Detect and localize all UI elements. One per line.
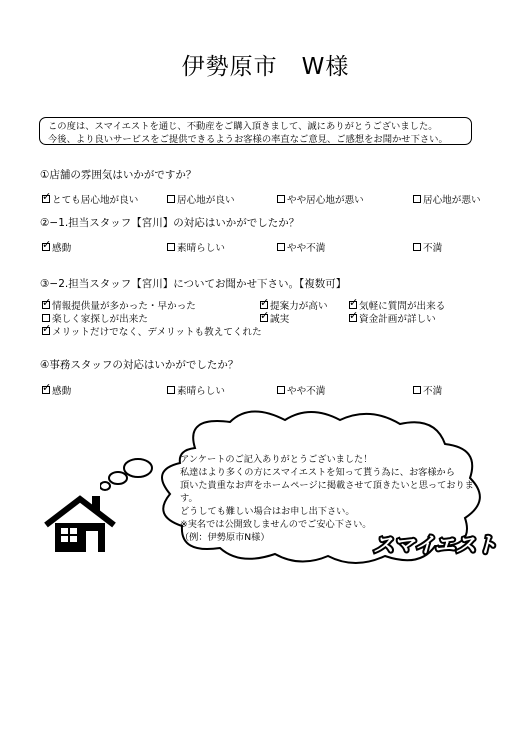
question-4: ④事務スタッフの対応はいかがでしたか？ xyxy=(40,359,239,371)
cloud-line-2: 私達はより多くの方にスマイエストを知って貰う為に、お客様から xyxy=(180,467,455,478)
checkbox-icon[interactable] xyxy=(42,243,50,251)
checkbox-icon[interactable] xyxy=(42,301,50,309)
checkbox-icon[interactable] xyxy=(349,301,357,309)
q2-option-1[interactable]: ✓ 感動 xyxy=(42,240,71,254)
checkbox-icon[interactable] xyxy=(413,386,421,394)
q3-option-2[interactable]: ✓ 提案力が高い xyxy=(260,298,328,312)
page-title: 伊勢原市 W様 xyxy=(181,54,350,80)
q1-option-3[interactable]: やや居心地が悪い xyxy=(277,192,364,206)
house-icon xyxy=(42,493,120,553)
q3-option-7[interactable]: ✓ メリットだけでなく、デメリットも教えてくれた xyxy=(42,324,262,338)
cloud-line-1: アンケートのご記入ありがとうございました！ xyxy=(180,454,373,465)
checkbox-icon[interactable] xyxy=(413,243,421,251)
checkbox-icon[interactable] xyxy=(413,195,421,203)
checkbox-icon[interactable] xyxy=(277,195,285,203)
cloud-line-7: （例：伊勢原市N様） xyxy=(180,532,270,543)
q3-option-1[interactable]: ✓ 情報提供量が多かった・早かった xyxy=(42,298,196,312)
question-1: ①店舗の雰囲気はいかがですか？ xyxy=(40,169,197,181)
checkbox-icon[interactable] xyxy=(277,243,285,251)
checkbox-icon[interactable] xyxy=(260,301,268,309)
q3-option-5[interactable]: ✓ 誠実 xyxy=(260,311,289,325)
checkbox-icon[interactable] xyxy=(167,195,175,203)
cloud-line-6: ※実名では公開致しませんのでご安心下さい。 xyxy=(180,519,372,530)
checkbox-icon[interactable] xyxy=(349,314,357,322)
cloud-line-5: どうしても難しい場合はお申し出下さい。 xyxy=(180,506,355,517)
intro-line-1: この度は、スマイエストを通じ、不動産をご購入頂きまして、誠にありがとうございました。 xyxy=(48,121,438,132)
q4-option-2[interactable]: 素晴らしい xyxy=(167,383,225,397)
cloud-line-3: 頂いた貴重なお声をホームページに掲載させて頂きたいと思っておりま xyxy=(180,480,474,491)
question-2: ②−1.担当スタッフ【宮川】の対応はいかがでしたか？ xyxy=(40,217,300,229)
q2-option-2[interactable]: 素晴らしい xyxy=(167,240,225,254)
intro-box xyxy=(39,117,472,145)
cloud-line-4: す。 xyxy=(180,493,198,504)
checkbox-icon[interactable] xyxy=(42,327,50,335)
q1-option-1[interactable]: ✓ とても居心地が良い xyxy=(42,192,138,206)
q4-option-4[interactable]: 不満 xyxy=(413,383,442,397)
smaiest-logo xyxy=(372,526,498,560)
checkbox-icon[interactable] xyxy=(42,314,50,322)
checkbox-icon[interactable] xyxy=(42,386,50,394)
q4-option-1[interactable]: ✓ 感動 xyxy=(42,383,71,397)
q1-option-4[interactable]: 居心地が悪い xyxy=(413,192,481,206)
q4-option-3[interactable]: やや不満 xyxy=(277,383,325,397)
q3-option-3[interactable]: ✓ 気軽に質問が出来る xyxy=(349,298,445,312)
svg-text:スマイエスト: スマイエスト xyxy=(372,533,498,557)
q3-option-6[interactable]: ✓ 資金計画が詳しい xyxy=(349,311,436,325)
q2-option-3[interactable]: やや不満 xyxy=(277,240,325,254)
question-3: ③−2.担当スタッフ【宮川】についてお聞かせ下さい。【複数可】 xyxy=(40,278,347,290)
checkbox-icon[interactable] xyxy=(42,195,50,203)
checkbox-icon[interactable] xyxy=(260,314,268,322)
checkbox-icon[interactable] xyxy=(167,386,175,394)
q1-option-2[interactable]: 居心地が良い xyxy=(167,192,235,206)
checkbox-icon[interactable] xyxy=(167,243,175,251)
q2-option-4[interactable]: 不満 xyxy=(413,240,442,254)
q3-option-4[interactable]: 楽しく家探しが出来た xyxy=(42,311,148,325)
checkbox-icon[interactable] xyxy=(277,386,285,394)
intro-line-2: 今後、より良いサービスをご提供できるようお客様の率直なご意見、ご感想をお聞かせ下さい。 xyxy=(48,133,448,145)
